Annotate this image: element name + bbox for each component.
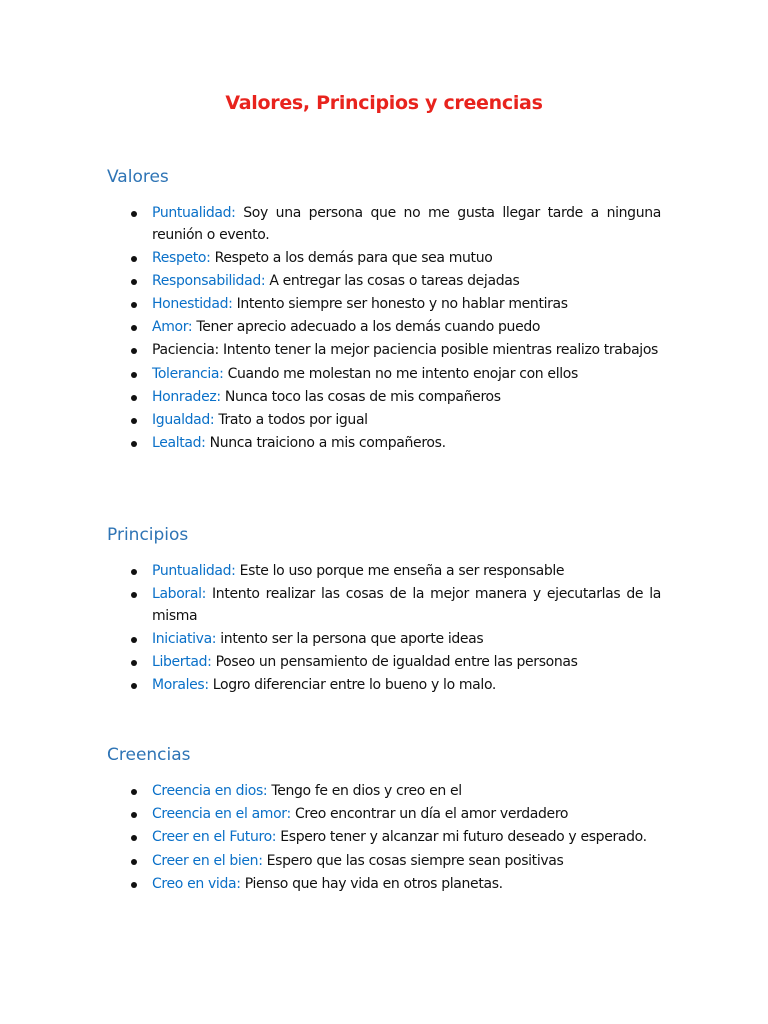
item-term: Honradez: (152, 388, 221, 405)
item-text: Espero que las cosas siempre sean positivas (262, 852, 564, 869)
bullet-icon (131, 325, 137, 331)
item-text: Respeto a los demás para que sea mutuo (210, 249, 493, 266)
bullet-icon (131, 256, 137, 262)
bullet-icon (131, 279, 137, 285)
item-text: Este lo uso porque me enseña a ser responsable (235, 563, 565, 579)
item-term: Respeto: (152, 249, 211, 266)
list-item (131, 203, 661, 246)
item-term: Creo en vida: (152, 875, 241, 892)
item-text: Intento realizar las cosas de la mejor manera y ejecutarlas de la misma (152, 586, 661, 624)
item-term: Creer en el bien: (152, 852, 263, 869)
item-term: Creencia en dios: (152, 783, 268, 799)
item-text: Cuando me molestan no me intento enojar con ellos (223, 365, 578, 382)
list-item (131, 294, 661, 316)
page-title: Valores, Principios y creencias (225, 92, 543, 114)
list-item (131, 317, 661, 339)
bullet-icon (131, 418, 137, 424)
list-item (131, 584, 661, 627)
list-item (131, 675, 661, 697)
list-item (131, 827, 661, 849)
list-item (131, 248, 661, 270)
list-item (131, 364, 661, 386)
item-text: Poseo un pensamiento de igualdad entre las personas (211, 654, 578, 671)
item-term: Libertad: (152, 654, 212, 671)
bullet-icon (131, 637, 137, 643)
item-term: Creer en el Futuro: (152, 829, 277, 846)
item-term: Puntualidad: (152, 563, 236, 579)
item-text: A entregar las cosas o tareas dejadas (265, 272, 520, 289)
list-item (131, 340, 661, 362)
item-term: Iniciativa: (152, 630, 217, 647)
item-text: Tener aprecio adecuado a los demás cuando puedo (192, 319, 541, 336)
list-item (131, 433, 661, 455)
valores-list (131, 203, 661, 456)
item-text: Paciencia: Intento tener la mejor paciencia posible mientras realizo trabajos (152, 342, 658, 359)
list-item (131, 804, 661, 826)
bullet-icon (131, 660, 137, 666)
list-item (131, 851, 661, 873)
bullet-icon (131, 789, 137, 795)
list-item (131, 652, 661, 674)
section-heading-valores: Valores (107, 167, 169, 187)
bullet-icon (131, 441, 137, 447)
bullet-icon (131, 859, 137, 865)
item-text: intento ser la persona que aporte ideas (216, 630, 484, 647)
item-term: Morales: (152, 677, 209, 694)
item-term: Honestidad: (152, 296, 233, 313)
item-text: Creo encontrar un día el amor verdadero (290, 806, 569, 823)
item-text: Pienso que hay vida en otros planetas. (240, 875, 503, 892)
list-item (131, 781, 661, 803)
bullet-icon (131, 683, 137, 689)
list-item (131, 629, 661, 651)
list-item (131, 874, 661, 896)
item-term: Laboral: (152, 586, 206, 603)
item-text: Soy una persona que no me gusta llegar tarde a ninguna reunión o evento. (152, 205, 661, 243)
item-text: Logro diferenciar entre lo bueno y lo malo. (208, 677, 497, 694)
item-term: Lealtad: (152, 435, 206, 452)
bullet-icon (131, 302, 137, 308)
bullet-icon (131, 592, 137, 598)
item-term: Tolerancia: (152, 365, 224, 382)
item-text: Trato a todos por igual (214, 412, 368, 428)
bullet-icon (131, 211, 137, 217)
item-term: Responsabilidad: (152, 272, 266, 289)
item-text: Nunca traiciono a mis compañeros. (205, 435, 446, 452)
item-text: Espero tener y alcanzar mi futuro deseado y esperado. (276, 829, 647, 846)
list-item (131, 271, 661, 293)
item-term: Creencia en el amor: (152, 806, 291, 823)
creencias-list (131, 781, 661, 897)
list-item (131, 410, 661, 432)
bullet-icon (131, 835, 137, 841)
bullet-icon (131, 569, 137, 575)
item-term: Igualdad: (152, 412, 215, 428)
item-term: Amor: (152, 319, 193, 336)
section-heading-creencias: Creencias (107, 745, 191, 765)
item-term: Puntualidad: (152, 205, 236, 221)
bullet-icon (131, 812, 137, 818)
principios-list (131, 561, 661, 698)
bullet-icon (131, 395, 137, 401)
item-text: Tengo fe en dios y creo en el (267, 783, 462, 799)
item-text: Intento siempre ser honesto y no hablar mentiras (232, 296, 568, 313)
bullet-icon (131, 372, 137, 378)
bullet-icon (131, 348, 137, 354)
section-heading-principios: Principios (107, 525, 189, 545)
bullet-icon (131, 882, 137, 888)
item-text: Nunca toco las cosas de mis compañeros (220, 388, 501, 405)
list-item (131, 387, 661, 409)
list-item (131, 561, 661, 583)
